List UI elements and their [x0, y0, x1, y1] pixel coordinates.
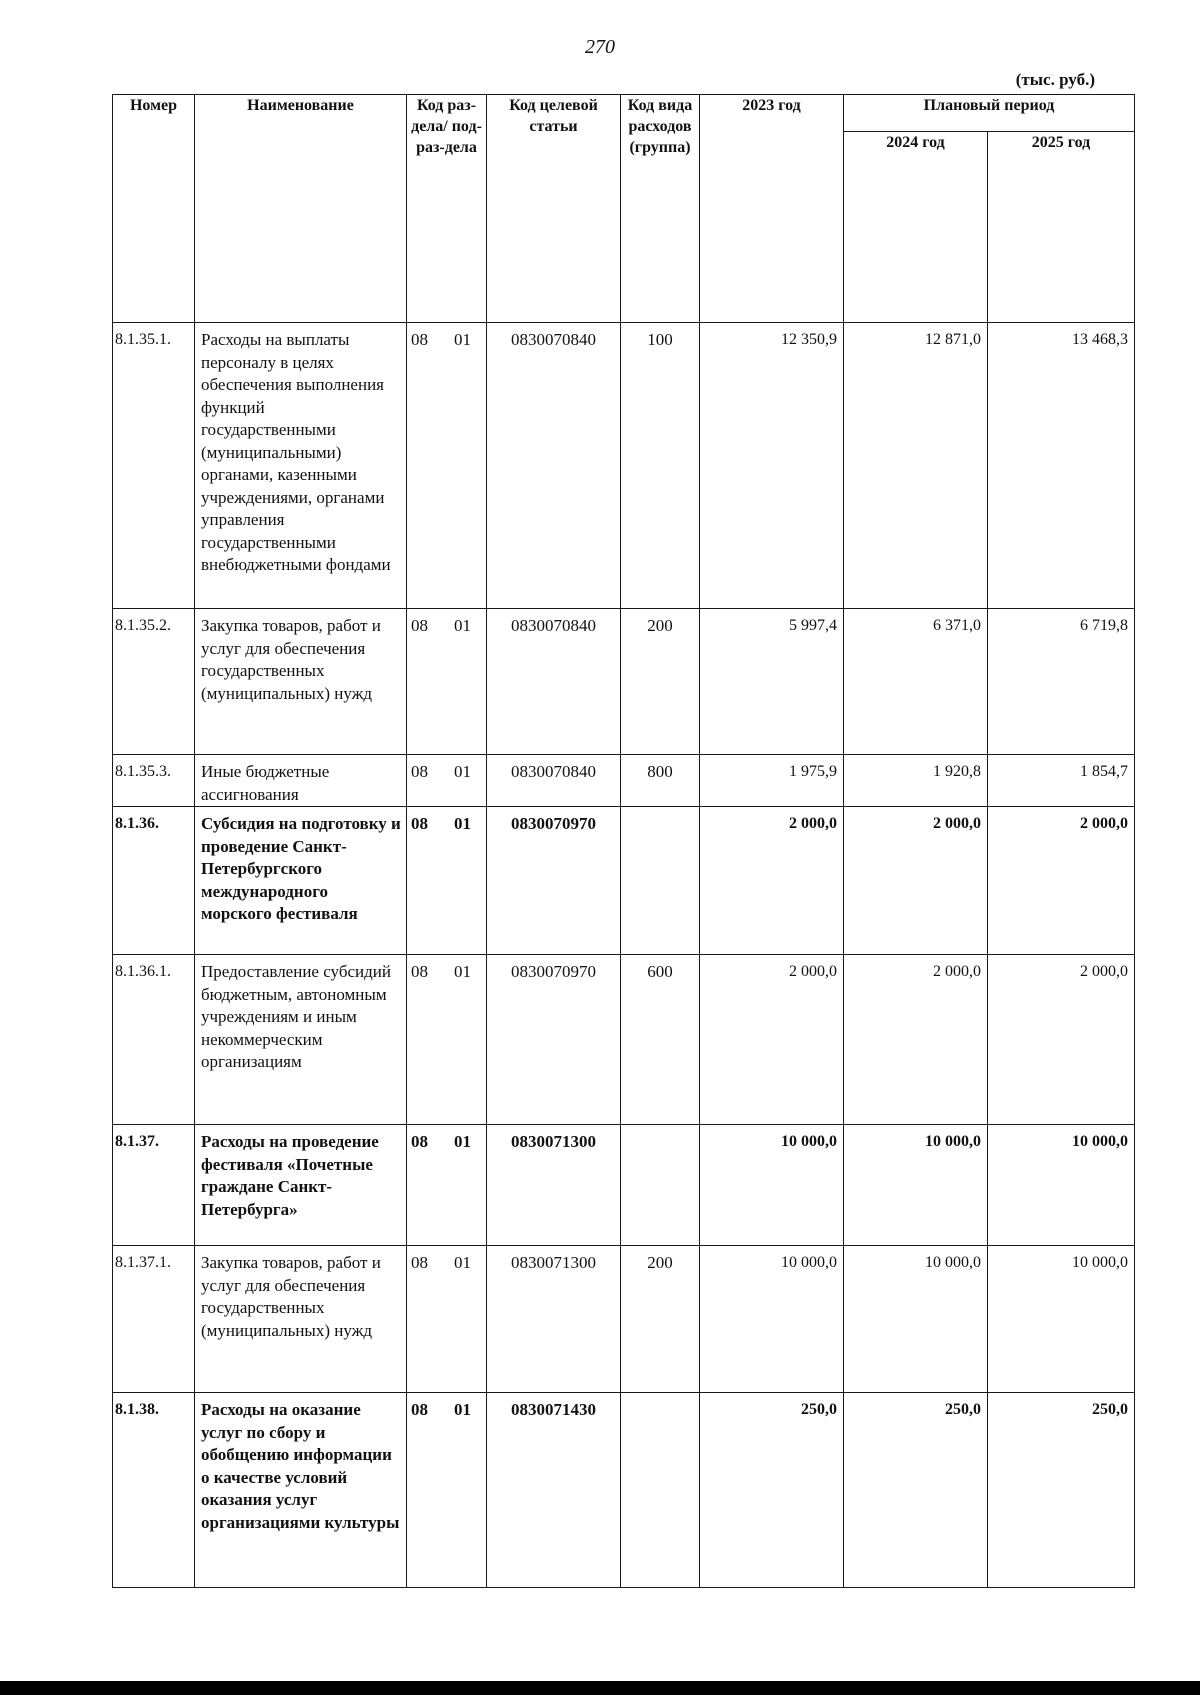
row-amount-2025: 250,0	[988, 1393, 1135, 1588]
row-amount-2024: 2 000,0	[844, 955, 988, 1125]
row-name: Расходы на выплаты персоналу в целях обеспечения выполнения функций государственными (муниципальными) органами, казенными учреждениями, органами управления государственными внебюджетными фондами	[195, 323, 407, 609]
row-expense-type	[621, 807, 700, 955]
row-section-code	[407, 323, 487, 609]
row-section-code	[407, 1125, 487, 1246]
row-pr: 01	[454, 1400, 471, 1419]
row-section-code	[407, 1393, 487, 1588]
header-year-2023: 2023 год	[700, 95, 844, 323]
row-section-code	[407, 609, 487, 755]
header-section-code: Код раз-дела/ под-раз-дела	[407, 95, 487, 323]
row-pr: 01	[454, 1253, 471, 1272]
row-expense-type: 200	[621, 1246, 700, 1393]
row-number: 8.1.36.1.	[113, 955, 195, 1125]
row-amount-2024: 2 000,0	[844, 807, 988, 955]
row-amount-2025: 13 468,3	[988, 323, 1135, 609]
row-target-code: 0830071300	[487, 1246, 621, 1393]
row-pr: 01	[454, 616, 471, 635]
row-target-code: 0830070840	[487, 755, 621, 807]
row-number: 8.1.38.	[113, 1393, 195, 1588]
row-amount-2025: 1 854,7	[988, 755, 1135, 807]
row-rz: 08	[411, 762, 428, 781]
header-planning-period: Плановый период	[844, 95, 1135, 132]
row-rz: 08	[411, 814, 428, 833]
table-row	[113, 1393, 1135, 1588]
units-label: (тыс. руб.)	[1015, 70, 1095, 89]
page-number: 270	[585, 36, 615, 58]
row-rz: 08	[411, 1253, 428, 1272]
row-name: Закупка товаров, работ и услуг для обеспечения государственных (муниципальных) нужд	[195, 1246, 407, 1393]
header-expense-type: Код вида расходов (группа)	[621, 95, 700, 323]
row-pr: 01	[454, 814, 471, 833]
row-section-code	[407, 807, 487, 955]
row-rz: 08	[411, 1132, 428, 1151]
row-amount-2025: 6 719,8	[988, 609, 1135, 755]
row-name: Иные бюджетные ассигнования	[195, 755, 407, 807]
row-section-code	[407, 955, 487, 1125]
table-row	[113, 1246, 1135, 1393]
row-expense-type	[621, 1125, 700, 1246]
row-amount-2024: 1 920,8	[844, 755, 988, 807]
scan-bottom-edge	[0, 1681, 1200, 1695]
header-number: Номер	[113, 95, 195, 323]
row-target-code: 0830070840	[487, 323, 621, 609]
row-amount-2023: 2 000,0	[700, 807, 844, 955]
table-header	[113, 95, 1135, 323]
row-amount-2025: 10 000,0	[988, 1246, 1135, 1393]
row-number: 8.1.37.	[113, 1125, 195, 1246]
row-amount-2023: 5 997,4	[700, 609, 844, 755]
row-target-code: 0830071300	[487, 1125, 621, 1246]
row-amount-2024: 6 371,0	[844, 609, 988, 755]
row-name: Закупка товаров, работ и услуг для обеспечения государственных (муниципальных) нужд	[195, 609, 407, 755]
row-pr: 01	[454, 962, 471, 981]
row-pr: 01	[454, 330, 471, 349]
table-row	[113, 755, 1135, 807]
row-amount-2025: 10 000,0	[988, 1125, 1135, 1246]
table-row	[113, 323, 1135, 609]
row-expense-type	[621, 1393, 700, 1588]
row-number: 8.1.35.2.	[113, 609, 195, 755]
row-target-code: 0830071430	[487, 1393, 621, 1588]
row-amount-2023: 250,0	[700, 1393, 844, 1588]
row-amount-2023: 1 975,9	[700, 755, 844, 807]
table-row	[113, 1125, 1135, 1246]
row-amount-2024: 10 000,0	[844, 1125, 988, 1246]
row-number: 8.1.36.	[113, 807, 195, 955]
row-amount-2023: 2 000,0	[700, 955, 844, 1125]
row-number: 8.1.37.1.	[113, 1246, 195, 1393]
table-row	[113, 609, 1135, 755]
row-expense-type: 800	[621, 755, 700, 807]
row-section-code	[407, 1246, 487, 1393]
row-target-code: 0830070970	[487, 807, 621, 955]
row-rz: 08	[411, 962, 428, 981]
header-target-code: Код целевой статьи	[487, 95, 621, 323]
row-expense-type: 100	[621, 323, 700, 609]
row-rz: 08	[411, 1400, 428, 1419]
row-name: Расходы на проведение фестиваля «Почетные граждане Санкт-Петербурга»	[195, 1125, 407, 1246]
row-name: Субсидия на подготовку и проведение Санкт-Петербургского международного морского фестиваля	[195, 807, 407, 955]
row-amount-2023: 12 350,9	[700, 323, 844, 609]
row-pr: 01	[454, 1132, 471, 1151]
row-rz: 08	[411, 330, 428, 349]
row-rz: 08	[411, 616, 428, 635]
row-pr: 01	[454, 762, 471, 781]
row-amount-2025: 2 000,0	[988, 807, 1135, 955]
row-expense-type: 600	[621, 955, 700, 1125]
header-year-2024: 2024 год	[844, 132, 988, 323]
budget-table	[112, 94, 1135, 1588]
header-name: Наименование	[195, 95, 407, 323]
row-number: 8.1.35.1.	[113, 323, 195, 609]
row-number: 8.1.35.3.	[113, 755, 195, 807]
header-year-2025: 2025 год	[988, 132, 1135, 323]
row-name: Расходы на оказание услуг по сбору и обобщению информации о качестве условий оказания услуг организациями культуры	[195, 1393, 407, 1588]
row-expense-type: 200	[621, 609, 700, 755]
row-amount-2024: 12 871,0	[844, 323, 988, 609]
row-amount-2023: 10 000,0	[700, 1125, 844, 1246]
table-body	[113, 323, 1135, 1588]
row-section-code	[407, 755, 487, 807]
row-amount-2024: 250,0	[844, 1393, 988, 1588]
row-target-code: 0830070840	[487, 609, 621, 755]
table-row	[113, 955, 1135, 1125]
row-amount-2023: 10 000,0	[700, 1246, 844, 1393]
row-target-code: 0830070970	[487, 955, 621, 1125]
table-row	[113, 807, 1135, 955]
row-amount-2025: 2 000,0	[988, 955, 1135, 1125]
row-name: Предоставление субсидий бюджетным, автономным учреждениям и иным некоммерческим организациям	[195, 955, 407, 1125]
row-amount-2024: 10 000,0	[844, 1246, 988, 1393]
